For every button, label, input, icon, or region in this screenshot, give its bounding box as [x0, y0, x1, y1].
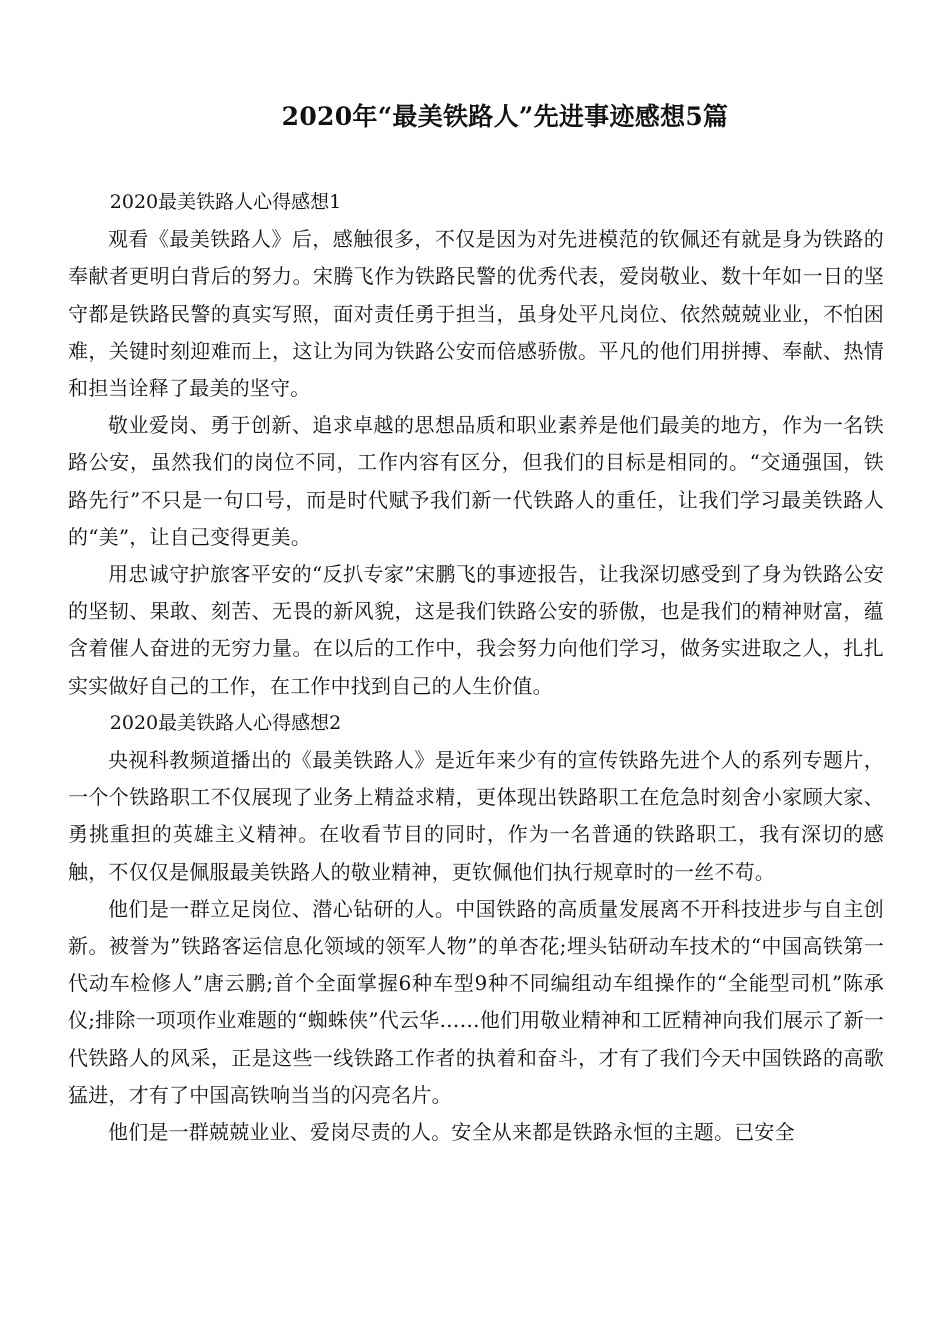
section-heading: 2020最美铁路人心得感想2 [109, 711, 342, 734]
section-heading: 2020最美铁路人心得感想1 [109, 191, 342, 213]
paragraph: 观看《最美铁路人》后，感触很多，不仅是因为对先进模范的钦佩还有就是身为铁路的奉献者更明白背后的努力。宋腾飞作为铁路民警的优秀代表，爱岗敬业、数十年如一日的坚守都是铁路民警的真实写照，面对责任勇于担当，虽身处平凡岗位、依然兢兢业业，不怕困难，关键时刻迎难而上，这让为同为铁路公安而倍感骄傲。平凡的他们用拼搏、奉献、热情和担当诠释了最美的坚守。 [68, 227, 884, 401]
paragraph: 央视科教频道播出的《最美铁路人》是近年来少有的宣传铁路先进个人的系列专题片，一个个铁路职工不仅展现了业务上精益求精，更体现出铁路职工在危急时刻舍小家顾大家、勇挑重担的英雄主义精神。在收看节目的同时，作为一名普通的铁路职工，我有深切的感触，不仅仅是佩服最美铁路人的敬业精神，更钦佩他们执行规章时的一丝不苟。 [68, 748, 884, 884]
paragraph: 用忠诚守护旅客平安的“反扒专家”宋鹏飞的事迹报告，让我深切感受到了身为铁路公安的坚韧、果敢、刻苦、无畏的新风貌，这是我们铁路公安的骄傲，也是我们的精神财富，蕴含着催人奋进的无穷力量。在以后的工作中，我会努力向他们学习，做务实进取之人，扎扎实实做好自己的工作，在工作中找到自己的人生价值。 [68, 562, 884, 698]
document-title: 2020年“最美铁路人”先进事迹感想5篇 [281, 102, 729, 131]
document-body [68, 184, 884, 1151]
paragraph: 他们是一群立足岗位、潜心钻研的人。中国铁路的高质量发展离不开科技进步与自主创新。被誉为”铁路客运信息化领域的领军人物”的单杏花;埋头钻研动车技术的“中国高铁第一代动车检修人”唐云鹏;首个全面掌握6种车型9种不同编组动车组操作的“全能型司机”陈承仪;排除一项项作业难题的“蜘蛛侠”代云华……他们用敬业精神和工匠精神向我们展示了新一代铁路人的风采，正是这些一线铁路工作者的执着和奋斗，才有了我们今天中国铁路的高歌猛进，才有了中国高铁响当当的闪亮名片。 [68, 896, 884, 1107]
paragraph: 他们是一群兢兢业业、爱岗尽责的人。安全从来都是铁路永恒的主题。已安全 [108, 1120, 795, 1145]
paragraph: 敬业爱岗、勇于创新、追求卓越的思想品质和职业素养是他们最美的地方，作为一名铁路公安，虽然我们的岗位不同，工作内容有区分，但我们的目标是相同的。“交通强国，铁路先行”不只是一句口号，而是时代赋予我们新一代铁路人的重任，让我们学习最美铁路人的“美”，让自己变得更美。 [68, 413, 884, 549]
